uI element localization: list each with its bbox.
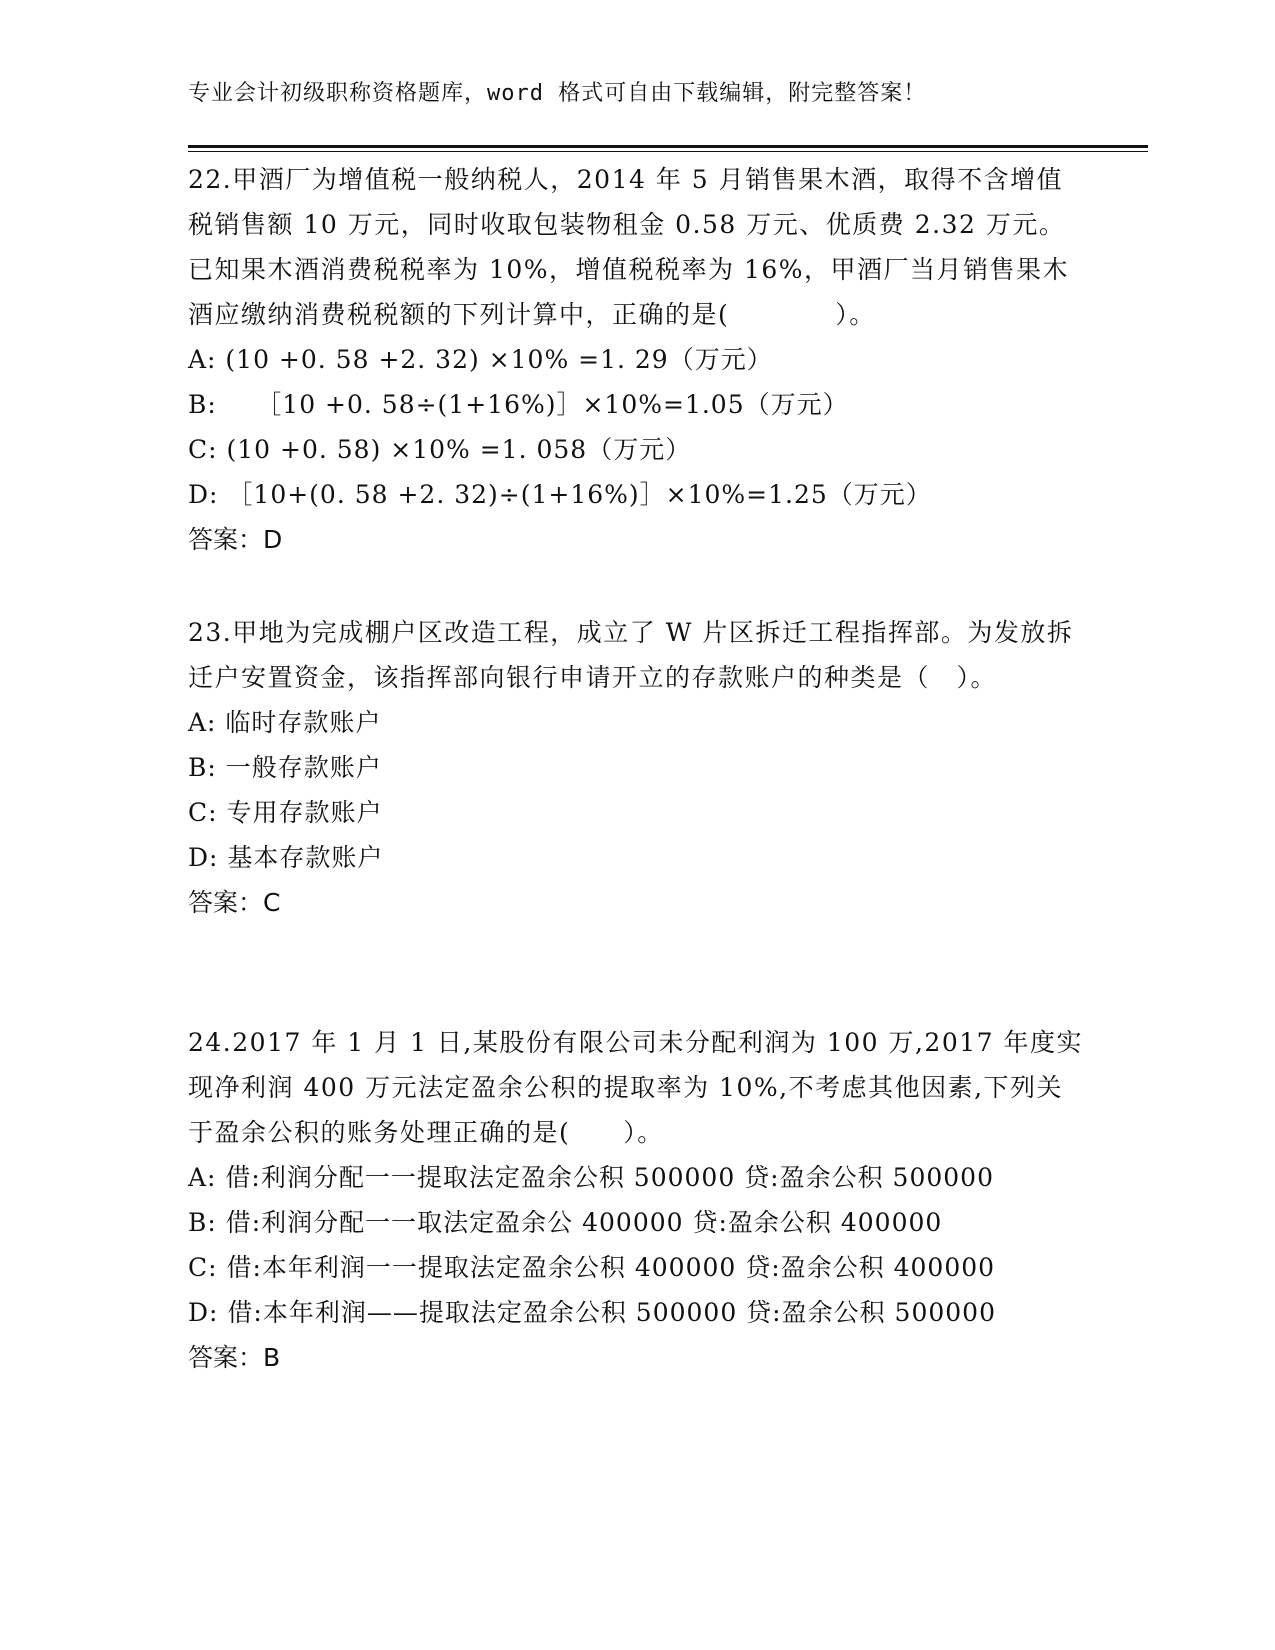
page-header: 专业会计初级职称资格题库，word 格式可自由下载编辑，附完整答案！ xyxy=(188,81,927,106)
option-c: C: 借:本年利润一一提取法定盈余公积 400000 贷:盈余公积 400000 xyxy=(188,1253,996,1282)
answer: 答案：D xyxy=(188,525,283,554)
option-c: C: 专用存款账户 xyxy=(188,798,383,827)
option-d: D: 借:本年利润——提取法定盈余公积 500000 贷:盈余公积 500000 xyxy=(188,1298,996,1327)
option-a: A: 借:利润分配一一提取法定盈余公积 500000 贷:盈余公积 500000 xyxy=(188,1163,994,1192)
option-a: A: 临时存款账户 xyxy=(188,708,382,737)
header-rule-thick xyxy=(188,145,1148,148)
option-d: D: ［10+(0. 58 +2. 32)÷(1+16%)］×10%=1.25（万元） xyxy=(188,480,932,509)
question-22 xyxy=(188,157,1088,562)
question-stem: 24.2017 年 1 月 1 日,某股份有限公司未分配利润为 100 万,2017 年度实现净利润 400 万元法定盈余公积的提取率为 10%,不考虑其他因素,下列关于盈余公积的账务处理正确的是( ）。 xyxy=(188,1028,1084,1147)
option-b: B: 借:利润分配一一取法定盈余公 400000 贷:盈余公积 400000 xyxy=(188,1208,943,1237)
question-23 xyxy=(188,610,1088,925)
answer: 答案：C xyxy=(188,888,281,917)
answer: 答案：B xyxy=(188,1343,281,1372)
option-b: B: 一般存款账户 xyxy=(188,753,382,782)
option-b: B: ［10 +0. 58÷(1+16%)］×10%=1.05（万元） xyxy=(188,390,849,419)
option-a: A: (10 +0. 58 +2. 32) ×10% =1. 29（万元） xyxy=(188,345,773,374)
header-rule-thin xyxy=(188,151,1148,152)
question-stem: 22.甲酒厂为增值税一般纳税人，2014 年 5 月销售果木酒，取得不含增值税销售额 10 万元，同时收取包装物租金 0.58 万元、优质费 2.32 万元。已知果木酒消费税税率为 10%，增值税税率为 16%，甲酒厂当月销售果木酒应缴纳消费税税额的下列计算中，正确的是( ）。 xyxy=(188,165,1070,329)
option-d: D: 基本存款账户 xyxy=(188,843,384,872)
question-stem: 23.甲地为完成棚户区改造工程，成立了 W 片区拆迁工程指挥部。为发放拆迁户安置资金，该指挥部向银行申请开立的存款账户的种类是（ ）。 xyxy=(188,618,1074,692)
question-24 xyxy=(188,1020,1088,1380)
option-c: C: (10 +0. 58) ×10% =1. 058（万元） xyxy=(188,435,692,464)
